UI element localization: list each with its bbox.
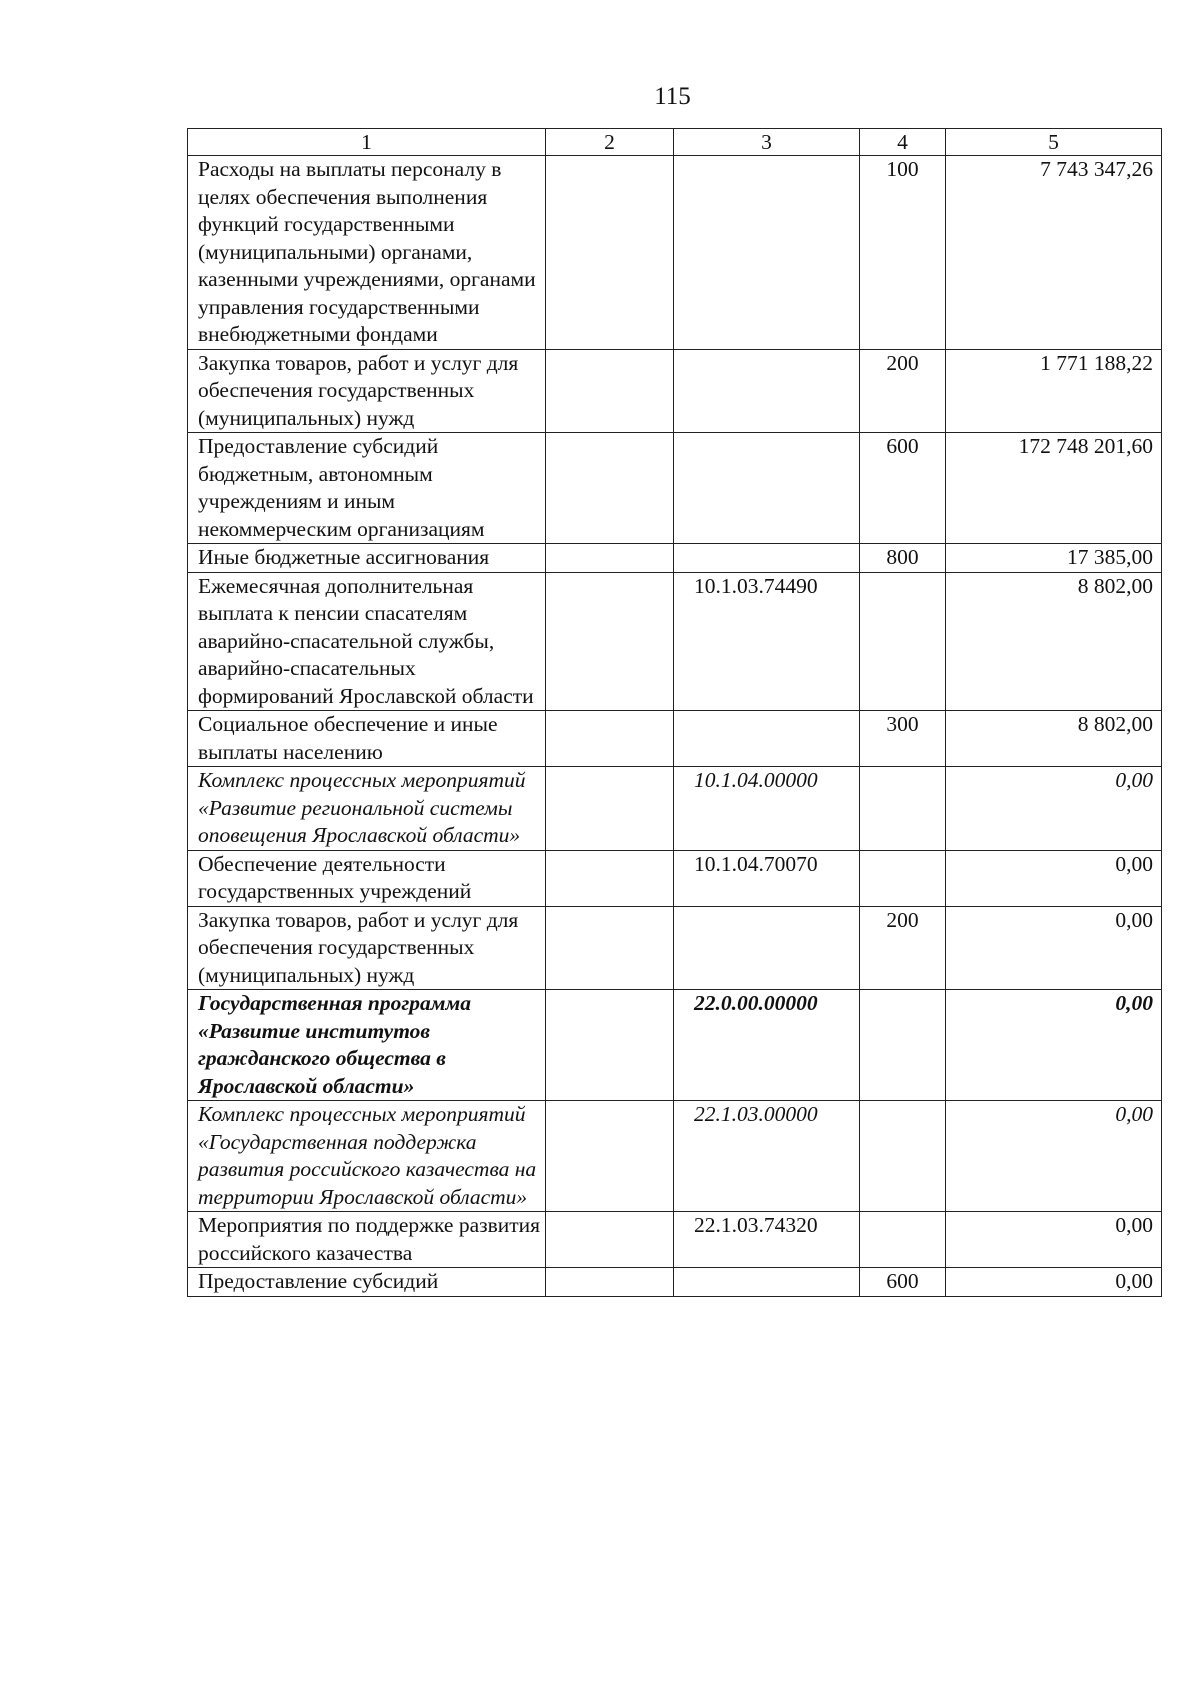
row-name-cell: Обеспечение деятельности государственных учреждений [188,850,546,906]
table-row [188,1212,1162,1268]
table-row [188,767,1162,851]
row-col2-cell [546,156,674,350]
row-type-cell: 600 [860,1268,946,1297]
page-number: 115 [654,83,691,110]
table-row [188,349,1162,433]
row-code-cell [674,433,860,544]
row-type-cell: 200 [860,349,946,433]
row-col2-cell [546,572,674,711]
header-cell-3: 3 [674,129,860,156]
row-name-cell: Комплекс процессных мероприятий «Развитие региональной системы оповещения Ярославской области» [188,767,546,851]
header-cell-4: 4 [860,129,946,156]
table-row [188,433,1162,544]
row-col2-cell [546,711,674,767]
row-col2-cell [546,433,674,544]
row-code-cell [674,1268,860,1297]
header-cell-2: 2 [546,129,674,156]
table-row [188,544,1162,573]
row-amount-cell: 0,00 [946,1101,1162,1212]
table-row [188,156,1162,350]
header-cell-5: 5 [946,129,1162,156]
row-name-cell: Социальное обеспечение и иные выплаты населению [188,711,546,767]
row-type-cell [860,1212,946,1268]
header-cell-1: 1 [188,129,546,156]
row-amount-cell: 17 385,00 [946,544,1162,573]
row-name-cell: Мероприятия по поддержке развития российского казачества [188,1212,546,1268]
row-code-cell: 10.1.04.00000 [674,767,860,851]
row-type-cell: 200 [860,906,946,990]
table-row [188,572,1162,711]
row-amount-cell: 0,00 [946,1268,1162,1297]
row-name-cell: Закупка товаров, работ и услуг для обеспечения государственных (муниципальных) нужд [188,906,546,990]
row-col2-cell [546,349,674,433]
row-code-cell [674,711,860,767]
row-amount-cell: 8 802,00 [946,711,1162,767]
table-row [188,1268,1162,1297]
row-col2-cell [546,850,674,906]
row-amount-cell: 8 802,00 [946,572,1162,711]
table-row [188,990,1162,1101]
row-amount-cell: 0,00 [946,990,1162,1101]
row-type-cell [860,990,946,1101]
row-col2-cell [546,1101,674,1212]
row-type-cell: 100 [860,156,946,350]
row-type-cell [860,572,946,711]
row-amount-cell: 172 748 201,60 [946,433,1162,544]
row-name-cell: Предоставление субсидий бюджетным, автономным учреждениям и иным некоммерческим организациям [188,433,546,544]
row-code-cell [674,544,860,573]
header-row [188,129,1162,156]
row-col2-cell [546,990,674,1101]
row-code-cell: 10.1.04.70070 [674,850,860,906]
table-row [188,711,1162,767]
row-code-cell: 22.0.00.00000 [674,990,860,1101]
row-amount-cell: 0,00 [946,767,1162,851]
row-type-cell: 600 [860,433,946,544]
row-type-cell [860,850,946,906]
row-col2-cell [546,906,674,990]
row-amount-cell: 0,00 [946,1212,1162,1268]
row-amount-cell: 1 771 188,22 [946,349,1162,433]
row-name-cell: Комплекс процессных мероприятий «Государственная поддержка развития российского казачества на территории Ярославской области» [188,1101,546,1212]
row-name-cell: Иные бюджетные ассигнования [188,544,546,573]
row-code-cell [674,156,860,350]
row-type-cell: 300 [860,711,946,767]
budget-table-body [188,129,1162,1297]
table-row [188,1101,1162,1212]
row-code-cell: 10.1.03.74490 [674,572,860,711]
row-type-cell: 800 [860,544,946,573]
row-amount-cell: 0,00 [946,906,1162,990]
row-name-cell: Закупка товаров, работ и услуг для обеспечения государственных (муниципальных) нужд [188,349,546,433]
row-name-cell: Расходы на выплаты персоналу в целях обеспечения выполнения функций государственными (муниципальными) органами, казенными учреждениями, органами управления государственными внебюджетными фондами [188,156,546,350]
row-code-cell: 22.1.03.74320 [674,1212,860,1268]
row-code-cell [674,906,860,990]
row-name-cell: Предоставление субсидий [188,1268,546,1297]
table-row [188,850,1162,906]
row-col2-cell [546,767,674,851]
row-amount-cell: 7 743 347,26 [946,156,1162,350]
budget-table [187,128,1162,1297]
row-amount-cell: 0,00 [946,850,1162,906]
row-type-cell [860,767,946,851]
row-name-cell: Государственная программа «Развитие институтов гражданского общества в Ярославской области» [188,990,546,1101]
row-col2-cell [546,1268,674,1297]
table-row [188,906,1162,990]
row-name-cell: Ежемесячная дополнительная выплата к пенсии спасателям аварийно-спасательной службы, аварийно-спасательных формирований Ярославской области [188,572,546,711]
row-code-cell: 22.1.03.00000 [674,1101,860,1212]
row-col2-cell [546,544,674,573]
row-col2-cell [546,1212,674,1268]
row-type-cell [860,1101,946,1212]
row-code-cell [674,349,860,433]
